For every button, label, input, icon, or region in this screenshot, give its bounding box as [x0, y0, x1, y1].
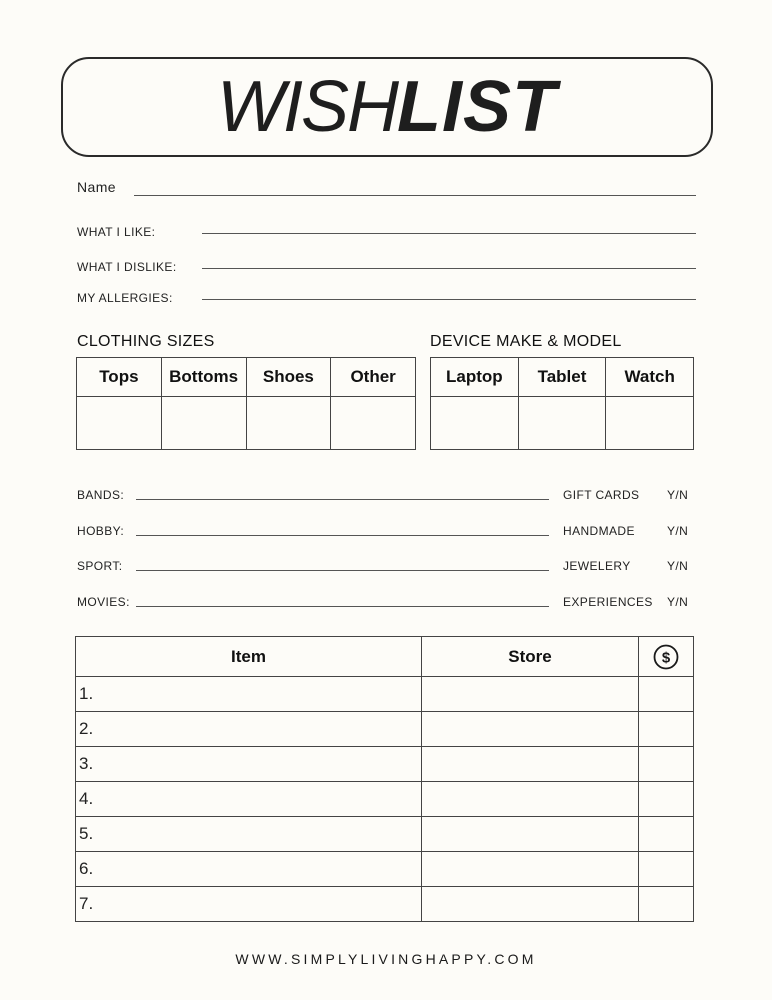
table-row — [76, 817, 694, 852]
price-cell[interactable] — [639, 887, 694, 922]
store-cell[interactable] — [422, 887, 639, 922]
other-cell[interactable] — [331, 397, 416, 450]
allergies-label: MY ALLERGIES: — [77, 291, 173, 305]
table-row — [76, 712, 694, 747]
handmade-label: HANDMADE — [563, 524, 635, 538]
item-cell[interactable]: 7. — [76, 887, 422, 922]
store-cell[interactable] — [422, 677, 639, 712]
col-tops: Tops — [77, 358, 162, 397]
jewelery-choice[interactable]: Y/N — [667, 559, 689, 573]
name-label: Name — [77, 179, 116, 195]
like-field[interactable] — [202, 233, 696, 234]
svg-text:$: $ — [661, 649, 671, 666]
experiences-label: EXPERIENCES — [563, 595, 653, 609]
price-cell[interactable] — [639, 852, 694, 887]
col-watch: Watch — [606, 358, 694, 397]
experiences-choice[interactable]: Y/N — [667, 595, 689, 609]
item-cell[interactable]: 6. — [76, 852, 422, 887]
handmade-choice[interactable]: Y/N — [667, 524, 689, 538]
like-label: WHAT I LIKE: — [77, 225, 156, 239]
wish-items-table — [75, 636, 694, 922]
price-cell[interactable] — [639, 677, 694, 712]
sport-label: SPORT: — [77, 559, 123, 573]
store-cell[interactable] — [422, 747, 639, 782]
price-cell[interactable] — [639, 782, 694, 817]
tablet-cell[interactable] — [518, 397, 606, 450]
col-bottoms: Bottoms — [161, 358, 246, 397]
table-row — [76, 677, 694, 712]
store-cell[interactable] — [422, 782, 639, 817]
jewelery-label: JEWELERY — [563, 559, 631, 573]
gift-cards-label: GIFT CARDS — [563, 488, 640, 502]
shoes-cell[interactable] — [246, 397, 331, 450]
col-item: Item — [76, 637, 422, 677]
watch-cell[interactable] — [606, 397, 694, 450]
bands-label: BANDS: — [77, 488, 125, 502]
dollar-circle-icon — [653, 644, 679, 670]
laptop-cell[interactable] — [431, 397, 519, 450]
hobby-field[interactable] — [136, 535, 549, 536]
title-wish: WISH — [217, 67, 397, 147]
device-table — [430, 357, 694, 450]
footer-url[interactable]: WWW.SIMPLYLIVINGHAPPY.COM — [235, 951, 537, 967]
item-cell[interactable]: 1. — [76, 677, 422, 712]
item-cell[interactable]: 5. — [76, 817, 422, 852]
table-row — [76, 747, 694, 782]
device-title: DEVICE MAKE & MODEL — [430, 333, 622, 350]
title-list: LIST — [396, 67, 557, 147]
store-cell[interactable] — [422, 712, 639, 747]
price-cell[interactable] — [639, 747, 694, 782]
price-cell[interactable] — [639, 817, 694, 852]
table-row — [76, 887, 694, 922]
movies-label: MOVIES: — [77, 595, 130, 609]
name-field[interactable] — [134, 195, 696, 196]
col-store: Store — [422, 637, 639, 677]
store-cell[interactable] — [422, 852, 639, 887]
store-cell[interactable] — [422, 817, 639, 852]
item-cell[interactable]: 3. — [76, 747, 422, 782]
sport-field[interactable] — [136, 570, 549, 571]
movies-field[interactable] — [136, 606, 549, 607]
tops-cell[interactable] — [77, 397, 162, 450]
col-shoes: Shoes — [246, 358, 331, 397]
col-price — [639, 637, 694, 677]
item-cell[interactable]: 4. — [76, 782, 422, 817]
table-row — [76, 852, 694, 887]
item-cell[interactable]: 2. — [76, 712, 422, 747]
col-tablet: Tablet — [518, 358, 606, 397]
col-laptop: Laptop — [431, 358, 519, 397]
price-cell[interactable] — [639, 712, 694, 747]
col-other: Other — [331, 358, 416, 397]
gift-cards-choice[interactable]: Y/N — [667, 488, 689, 502]
hobby-label: HOBBY: — [77, 524, 125, 538]
dislike-label: WHAT I DISLIKE: — [77, 260, 177, 274]
clothing-sizes-table — [76, 357, 416, 450]
clothing-sizes-title: CLOTHING SIZES — [77, 333, 215, 350]
title-banner — [61, 57, 713, 157]
bottoms-cell[interactable] — [161, 397, 246, 450]
bands-field[interactable] — [136, 499, 549, 500]
table-row — [76, 782, 694, 817]
allergies-field[interactable] — [202, 299, 696, 300]
dislike-field[interactable] — [202, 268, 696, 269]
